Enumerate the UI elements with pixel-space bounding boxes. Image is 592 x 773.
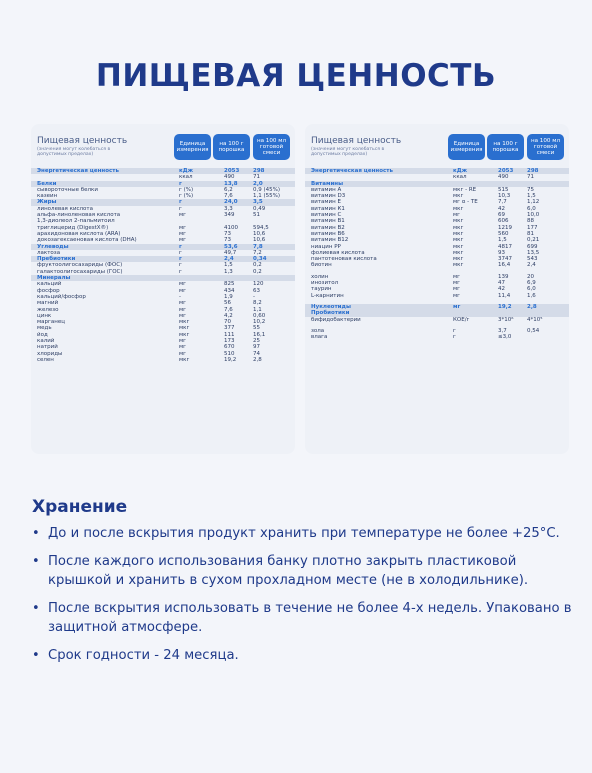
nutrient-name: калий (37, 338, 55, 345)
per-100g-column-header: на 100 г порошка (487, 134, 524, 160)
table-header (31, 124, 295, 168)
per-100ml-cell: 75 (527, 186, 534, 193)
nutrient-name: биотин (311, 262, 332, 269)
storage-item-text: После вскрытия использовать в течение не более 4-х недель. Упаковано в защитной атмосфере. (48, 601, 572, 635)
per-100g-cell: 42 (498, 286, 505, 293)
nutrient-name: Нуклеотиды (311, 303, 351, 310)
per-100ml-cell: 71 (253, 174, 260, 181)
per-100g-cell: 1219 (498, 224, 512, 231)
nutrient-name: Углеводы (37, 243, 69, 250)
per-100g-cell: 173 (224, 338, 235, 345)
nutrient-name: хлориды (37, 350, 63, 357)
nutrient-name: влага (311, 334, 328, 341)
per-100g-cell: 3*10⁶ (498, 316, 514, 323)
per-100ml-cell: 2,8 (527, 303, 537, 310)
per-100g-cell: 11,4 (498, 292, 511, 299)
bullet-icon: • (32, 526, 40, 541)
unit-cell: мг (453, 292, 461, 299)
per-100g-cell: 560 (498, 230, 509, 237)
unit-cell: мкг (179, 325, 190, 332)
unit-cell: мкг (453, 237, 464, 244)
unit-cell: г (179, 262, 182, 269)
table-header-note: (значения могут колебаться в допустимых пределах) (37, 147, 111, 157)
nutrient-name: медь (37, 325, 52, 332)
unit-cell: мг (179, 300, 187, 307)
per-100ml-cell: 1,1 (253, 306, 262, 313)
per-100g-cell: 4,2 (224, 312, 233, 319)
per-100ml-cell: 10,2 (253, 319, 266, 326)
unit-cell: мг (179, 306, 187, 313)
per-100g-cell: 56 (224, 300, 231, 307)
unit-cell: г (179, 249, 182, 256)
unit-cell: г (179, 256, 182, 263)
unit-cell: мг (179, 281, 187, 288)
nutrient-name: витамин С (311, 212, 342, 219)
per-100ml-cell: 6,0 (527, 286, 536, 293)
unit-cell: мг (179, 230, 187, 237)
nutrient-name: холин (311, 273, 329, 280)
per-100ml-cell: 51 (253, 212, 260, 219)
bullet-icon: • (32, 601, 40, 616)
per-100ml-cell: 16,1 (253, 331, 266, 338)
unit-cell: мкг (453, 224, 464, 231)
per-100g-cell: 2,4 (224, 256, 234, 263)
per-100ml-cell: 298 (527, 168, 539, 174)
per-100g-cell: 490 (224, 174, 235, 181)
table-header-title: Пищевая ценность (311, 136, 402, 146)
per-100ml-cell: 4*10⁵ (527, 316, 543, 323)
nutrient-name: Энергетическая ценность (311, 168, 393, 174)
per-100g-cell: 1,3 (224, 268, 233, 275)
per-100g-cell: 4100 (224, 224, 238, 231)
per-100ml-column-header: на 100 мл готовой смеси (253, 134, 290, 160)
per-100ml-cell: 2,8 (253, 356, 262, 363)
unit-cell: мг (179, 350, 187, 357)
unit-cell: мг (179, 212, 187, 219)
per-100g-cell: 53,6 (224, 243, 238, 250)
nutrient-name: пантотеновая кислота (311, 256, 377, 263)
per-100g-cell: 73 (224, 230, 231, 237)
per-100g-cell: 490 (498, 174, 509, 181)
storage-item-text: До и после вскрытия продукт хранить при температуре не более +25°С. (48, 526, 560, 541)
per-100ml-cell: 6,0 (527, 205, 536, 212)
nutrient-name: витамин E (311, 199, 341, 206)
per-100ml-cell: 81 (527, 230, 534, 237)
unit-cell: г (179, 199, 182, 206)
per-100g-cell: 434 (224, 287, 235, 294)
storage-item (32, 599, 572, 637)
per-100g-cell: 10,3 (498, 193, 511, 200)
nutrient-name: зола (311, 327, 325, 334)
per-100g-cell: 1,5 (498, 237, 507, 244)
per-100ml-cell: 0,9 (45%) (253, 186, 281, 193)
unit-cell: ккал (179, 174, 193, 181)
per-100ml-cell: 1,1 (55%) (253, 193, 281, 200)
per-100g-cell: 111 (224, 331, 235, 338)
nutrient-name: Жиры (37, 199, 57, 206)
unit-cell: мг (179, 338, 187, 345)
unit-cell: мг (179, 312, 187, 319)
unit-cell: мг (453, 273, 461, 280)
per-100g-cell: 2053 (224, 168, 240, 174)
per-100g-cell: 93 (498, 249, 505, 256)
unit-cell: мкг (453, 193, 464, 200)
per-100g-cell: 1,9 (224, 293, 233, 300)
per-100ml-cell: 10,6 (253, 237, 266, 244)
storage-item (32, 524, 572, 543)
table-header-title: Пищевая ценность (37, 136, 128, 146)
per-100ml-cell: 177 (527, 224, 538, 231)
per-100g-cell: 19,2 (224, 356, 237, 363)
per-100g-cell: 3747 (498, 256, 512, 263)
storage-heading: Хранение (32, 497, 128, 517)
per-100g-cell: 6,2 (224, 186, 233, 193)
nutrient-name: витамин D3 (311, 193, 346, 200)
unit-cell: мг α - TE (453, 199, 478, 206)
per-100g-cell: 19,2 (498, 303, 512, 310)
nutrient-name: казеин (37, 193, 58, 200)
per-100ml-cell: 1,5 (527, 193, 536, 200)
nutrient-name: линолевая кислота (37, 205, 93, 212)
per-100ml-cell: 0,54 (527, 327, 540, 334)
table-header-note: (значения могут колебаться в допустимых пределах) (311, 147, 385, 157)
unit-cell: КОЕ/г (453, 316, 470, 323)
per-100ml-cell: 10,6 (253, 230, 266, 237)
unit-cell: мг (179, 287, 187, 294)
per-100g-cell: 606 (498, 218, 509, 225)
per-100ml-cell: 3,5 (253, 199, 263, 206)
page-title: ПИЩЕВАЯ ЦЕННОСТЬ (95, 58, 497, 94)
per-100ml-cell: 97 (253, 344, 260, 351)
per-100g-column-header: на 100 г порошка (213, 134, 250, 160)
nutrient-name: витамин В6 (311, 230, 345, 237)
unit-cell: мкг (453, 243, 464, 250)
per-100g-cell: 49,7 (224, 249, 237, 256)
unit-cell: г (453, 327, 456, 334)
per-100g-cell: 670 (224, 344, 235, 351)
nutrient-name: Энергетическая ценность (37, 168, 119, 174)
unit-cell: г (%) (179, 186, 194, 193)
per-100g-cell: 70 (224, 319, 231, 326)
per-100ml-cell: 2,4 (527, 262, 536, 269)
per-100g-cell: 69 (498, 212, 505, 219)
unit-cell: мкг (453, 205, 464, 212)
per-100ml-cell: 120 (253, 281, 264, 288)
unit-cell: г (%) (179, 193, 194, 200)
unit-cell: мг (179, 224, 187, 231)
nutrient-name: Минералы (37, 275, 71, 282)
nutrient-name: Пробиотики (311, 310, 350, 317)
unit-cell: мг (453, 303, 461, 310)
nutrient-name: триглицерид (DigestX®) (37, 224, 109, 231)
per-100g-cell: 377 (224, 325, 235, 332)
unit-cell: мкг (453, 218, 464, 225)
nutrient-name: фолиевая кислота (311, 249, 365, 256)
nutrient-name: селен (37, 356, 54, 363)
nutrient-name: фруктоолигосахариды (ФОС) (37, 262, 123, 269)
per-100ml-cell: 1,12 (527, 199, 540, 206)
per-100ml-cell: - (253, 293, 255, 300)
unit-cell: мг (453, 280, 461, 287)
per-100ml-cell: 74 (253, 350, 260, 357)
per-100ml-cell: 0,34 (253, 256, 267, 263)
per-100g-cell: 47 (498, 280, 505, 287)
nutrient-name: йод (37, 331, 48, 338)
unit-cell: мг (453, 286, 461, 293)
nutrition-table-left (31, 124, 295, 454)
per-100ml-cell: 25 (253, 338, 260, 345)
nutrient-name: L-карнитин (311, 292, 344, 299)
per-100ml-cell: 88 (527, 218, 534, 225)
nutrient-name: Пребиотики (37, 256, 76, 263)
nutrient-name: Витамины (311, 180, 344, 187)
per-100ml-cell: 594,5 (253, 224, 269, 231)
nutrient-name: докозагексаеновая кислота (DHA) (37, 237, 137, 244)
per-100g-cell: 42 (498, 205, 505, 212)
nutrient-name: альфа-линоленовая кислота (37, 212, 121, 219)
unit-cell: мкг (453, 256, 464, 263)
unit-cell: мг (179, 237, 187, 244)
per-100g-cell: 3,7 (498, 327, 507, 334)
per-100g-cell: 825 (224, 281, 235, 288)
nutrient-name: арахидоновая кислота (ARA) (37, 230, 121, 237)
table-header (305, 124, 569, 168)
per-100ml-cell: 2,0 (253, 180, 263, 187)
nutrient-name: таурин (311, 286, 332, 293)
unit-cell: кДж (453, 168, 468, 174)
unit-cell: мг (179, 344, 187, 351)
table-row (31, 357, 295, 363)
nutrient-name: лактоза (37, 249, 61, 256)
per-100g-cell: 3,3 (224, 205, 233, 212)
nutrient-name: витамин А (311, 186, 342, 193)
per-100g-cell: 2053 (498, 168, 514, 174)
unit-cell: кДж (179, 168, 194, 174)
nutrient-name: фосфор (37, 287, 60, 294)
per-100ml-cell: 55 (253, 325, 260, 332)
unit-cell: мкг (179, 319, 190, 326)
unit-cell: мкг - RE (453, 186, 477, 193)
per-100g-cell: 139 (498, 273, 509, 280)
unit-cell: г (179, 205, 182, 212)
per-100ml-cell: 63 (253, 287, 260, 294)
unit-cell: мг (453, 212, 461, 219)
per-100ml-cell: 0,21 (527, 237, 540, 244)
per-100g-cell: 349 (224, 212, 235, 219)
per-100ml-cell: 20 (527, 273, 534, 280)
nutrient-name: кальций (37, 281, 62, 288)
nutrient-name: марганец (37, 319, 65, 326)
unit-column-header: Единица измерения (174, 134, 211, 160)
per-100ml-cell: 7,2 (253, 249, 262, 256)
unit-cell: - (179, 293, 181, 300)
nutrient-name: галактоолигосахариды (ГОС) (37, 268, 123, 275)
per-100ml-cell: 0,2 (253, 268, 262, 275)
per-100g-cell: 24,0 (224, 199, 238, 206)
nutrient-name: сывороточные белки (37, 186, 98, 193)
unit-cell: мкг (179, 356, 190, 363)
unit-cell: ккал (453, 174, 467, 181)
bullet-icon: • (32, 648, 40, 663)
per-100ml-cell: 10,0 (527, 212, 540, 219)
nutrient-name: натрий (37, 344, 58, 351)
per-100ml-cell: 6,9 (527, 280, 536, 287)
per-100ml-cell: 1,6 (527, 292, 536, 299)
storage-item (32, 646, 572, 665)
storage-item-text: После каждого использования банку плотно закрыть пластиковой крышкой и хранить в сухом прохладном месте (не в холодильнике). (48, 554, 529, 588)
nutrition-table-right (305, 124, 569, 454)
unit-cell: г (179, 180, 182, 187)
nutrient-name: витамин В12 (311, 237, 349, 244)
nutrient-name: цинк (37, 312, 52, 319)
nutrient-name: витамин К1 (311, 205, 345, 212)
per-100g-cell: 1,5 (224, 262, 233, 269)
per-100ml-cell: 0,60 (253, 312, 266, 319)
table-body (31, 168, 295, 363)
per-100ml-cell: 8,2 (253, 300, 262, 307)
per-100ml-cell: 7,8 (253, 243, 263, 250)
unit-cell: мкг (453, 262, 464, 269)
per-100ml-column-header: на 100 мл готовой смеси (527, 134, 564, 160)
per-100ml-cell: 298 (253, 168, 265, 174)
per-100g-cell: 7,6 (224, 306, 233, 313)
per-100ml-cell: 543 (527, 256, 538, 263)
nutrient-name: кальций/фосфор (37, 293, 86, 300)
nutrient-name: 1,3-диолеол 2-пальмитоил (37, 218, 115, 225)
table-row (305, 334, 569, 340)
nutrient-name: магний (37, 300, 59, 307)
bullet-icon: • (32, 554, 40, 569)
storage-item-text: Срок годности - 24 месяца. (48, 648, 239, 663)
per-100g-cell: 510 (224, 350, 235, 357)
per-100g-cell: 4817 (498, 243, 512, 250)
nutrient-name: Белки (37, 180, 57, 187)
unit-cell: г (453, 334, 456, 341)
per-100g-cell: 7,7 (498, 199, 507, 206)
per-100g-cell: 515 (498, 186, 509, 193)
nutrient-name: железо (37, 306, 59, 313)
unit-cell: мкг (179, 331, 190, 338)
per-100ml-cell: 0,49 (253, 205, 266, 212)
unit-cell: мкг (453, 249, 464, 256)
storage-list (32, 524, 572, 674)
table-body (305, 168, 569, 340)
nutrient-name: бифидобактерии (311, 316, 361, 323)
nutrient-name: витамин В2 (311, 224, 345, 231)
per-100ml-cell: 699 (527, 243, 538, 250)
unit-column-header: Единица измерения (448, 134, 485, 160)
per-100ml-cell: 13,5 (527, 249, 540, 256)
unit-cell: г (179, 243, 182, 250)
per-100ml-cell: 0,2 (253, 262, 262, 269)
nutrient-name: инозитол (311, 280, 339, 287)
unit-cell: г (179, 268, 182, 275)
per-100g-cell: ≤3,0 (498, 334, 512, 341)
unit-cell: мкг (453, 230, 464, 237)
per-100ml-cell: 71 (527, 174, 534, 181)
nutrient-name: витамин В1 (311, 218, 345, 225)
per-100g-cell: 13,8 (224, 180, 238, 187)
per-100g-cell: 73 (224, 237, 231, 244)
storage-item (32, 552, 572, 590)
per-100g-cell: 16,4 (498, 262, 511, 269)
nutrient-name: ниацин РР (311, 243, 341, 250)
per-100g-cell: 7,6 (224, 193, 233, 200)
